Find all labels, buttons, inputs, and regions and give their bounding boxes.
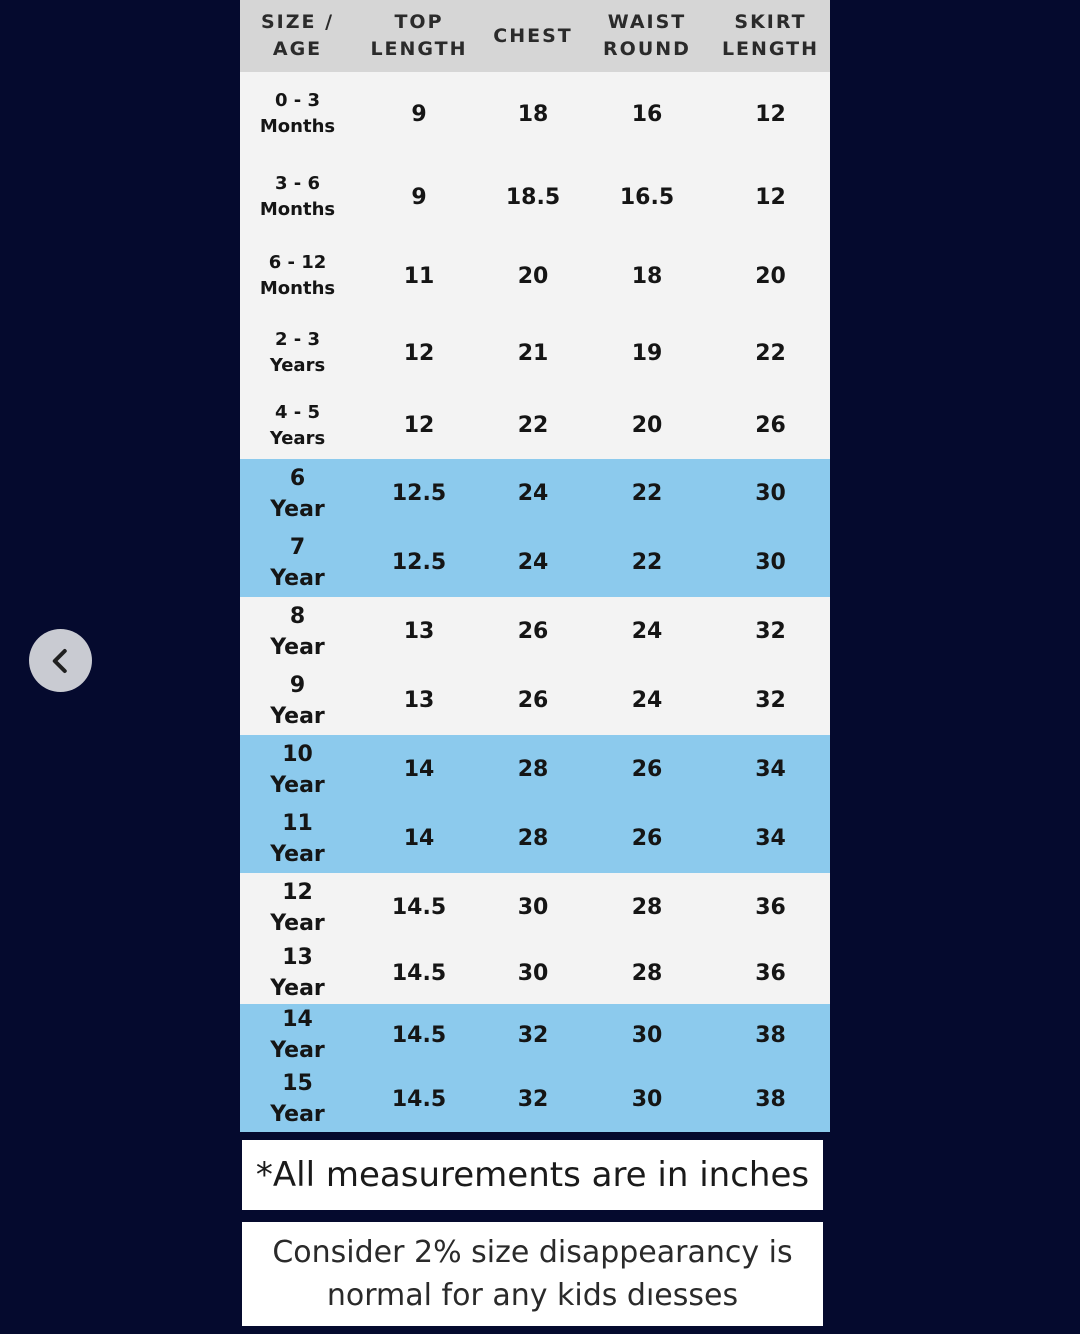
cell-skirt-length: 26 (755, 413, 786, 438)
cell-size-age: 12 Year (270, 879, 325, 936)
table-row (240, 392, 830, 459)
table-row (240, 597, 830, 666)
cell-waist-round: 22 (631, 481, 663, 506)
cell-chest: 18.5 (505, 184, 561, 210)
cell-waist-round: 16 (631, 101, 663, 127)
cell-skirt-length: 34 (755, 826, 786, 851)
cell-top-length: 14 (403, 757, 435, 782)
cell-waist-round: 18 (631, 263, 663, 289)
cell-chest: 22 (517, 413, 549, 438)
table-row (240, 1066, 830, 1132)
cell-top-length: 9 (411, 101, 427, 127)
table-row (240, 528, 830, 597)
cell-top-length: 12.5 (391, 481, 447, 506)
cell-size-age: 3 - 6 Months (259, 173, 336, 220)
cell-skirt-length: 36 (755, 960, 786, 986)
cell-size-age: 15 Year (270, 1071, 325, 1127)
table-row (240, 942, 830, 1004)
size-chart-table (240, 0, 830, 1132)
cell-size-age: 2 - 3 Years (269, 329, 326, 376)
cell-top-length: 12 (403, 340, 435, 366)
cell-size-age: 0 - 3 Months (259, 90, 336, 137)
cell-waist-round: 26 (631, 826, 663, 851)
cell-skirt-length: 32 (755, 688, 786, 713)
cell-size-age: 4 - 5 Years (269, 401, 326, 449)
cell-waist-round: 22 (631, 550, 663, 575)
cell-size-age: 6 Year (270, 465, 325, 522)
cell-skirt-length: 20 (755, 263, 786, 289)
cell-waist-round: 24 (631, 619, 663, 644)
cell-top-length: 12 (403, 413, 435, 438)
header-skirt-length: SKIRT LENGTH (721, 11, 820, 60)
chevron-left-icon (46, 646, 76, 676)
cell-top-length: 14.5 (391, 1086, 447, 1112)
cell-top-length: 14.5 (391, 1022, 447, 1048)
units-note: *All measurements are in inches (242, 1140, 823, 1210)
cell-waist-round: 26 (631, 757, 663, 782)
cell-waist-round: 28 (631, 895, 663, 920)
table-row (240, 804, 830, 873)
cell-size-age: 8 Year (270, 603, 325, 660)
cell-chest: 26 (517, 619, 549, 644)
cell-waist-round: 28 (631, 960, 663, 986)
cell-waist-round: 19 (631, 340, 663, 366)
cell-top-length: 14.5 (391, 960, 447, 986)
table-row (240, 735, 830, 804)
table-row (240, 873, 830, 942)
table-header (240, 0, 830, 72)
cell-skirt-length: 12 (755, 101, 786, 127)
cell-chest: 30 (517, 960, 549, 986)
table-body (240, 72, 830, 1132)
table-row (240, 314, 830, 392)
cell-chest: 32 (517, 1086, 549, 1112)
cell-skirt-length: 32 (755, 619, 786, 644)
back-button[interactable] (29, 629, 92, 692)
cell-skirt-length: 36 (755, 895, 786, 920)
cell-waist-round: 16.5 (619, 184, 675, 210)
cell-chest: 26 (517, 688, 549, 713)
table-row (240, 459, 830, 528)
cell-skirt-length: 22 (755, 340, 786, 366)
cell-top-length: 14.5 (391, 895, 447, 920)
cell-waist-round: 30 (631, 1022, 663, 1048)
header-size-age: SIZE / AGE (260, 11, 335, 60)
table-row (240, 238, 830, 314)
disclaimer-note: Consider 2% size disappearancy is normal for any kids dıesses (242, 1222, 823, 1326)
cell-skirt-length: 30 (755, 481, 786, 506)
cell-chest: 18 (517, 101, 549, 127)
cell-waist-round: 30 (631, 1086, 663, 1112)
cell-top-length: 13 (403, 619, 435, 644)
cell-skirt-length: 30 (755, 550, 786, 575)
table-row (240, 666, 830, 735)
cell-chest: 28 (517, 826, 549, 851)
cell-top-length: 12.5 (391, 550, 447, 575)
cell-chest: 24 (517, 550, 549, 575)
cell-waist-round: 24 (631, 688, 663, 713)
cell-size-age: 14 Year (270, 1007, 325, 1063)
cell-size-age: 7 Year (270, 534, 325, 591)
table-row (240, 72, 830, 156)
cell-chest: 21 (517, 340, 549, 366)
cell-chest: 24 (517, 481, 549, 506)
header-chest: CHEST (493, 24, 573, 47)
cell-top-length: 13 (403, 688, 435, 713)
cell-skirt-length: 38 (755, 1022, 786, 1048)
cell-top-length: 11 (403, 263, 435, 289)
cell-size-age: 13 Year (270, 945, 325, 1001)
cell-chest: 20 (517, 263, 549, 289)
cell-size-age: 6 - 12 Months (259, 252, 336, 299)
table-row (240, 1004, 830, 1066)
table-row (240, 156, 830, 238)
cell-top-length: 9 (411, 184, 427, 210)
cell-skirt-length: 38 (755, 1086, 786, 1112)
cell-top-length: 14 (403, 826, 435, 851)
cell-size-age: 9 Year (270, 672, 325, 729)
header-top-length: TOP LENGTH (370, 11, 468, 60)
header-waist-round: WAIST ROUND (603, 11, 691, 60)
cell-size-age: 10 Year (270, 741, 325, 798)
cell-chest: 32 (517, 1022, 549, 1048)
cell-skirt-length: 12 (755, 184, 786, 210)
cell-chest: 30 (517, 895, 549, 920)
cell-chest: 28 (517, 757, 549, 782)
cell-waist-round: 20 (631, 413, 663, 438)
cell-size-age: 11 Year (270, 810, 325, 867)
cell-skirt-length: 34 (755, 757, 786, 782)
